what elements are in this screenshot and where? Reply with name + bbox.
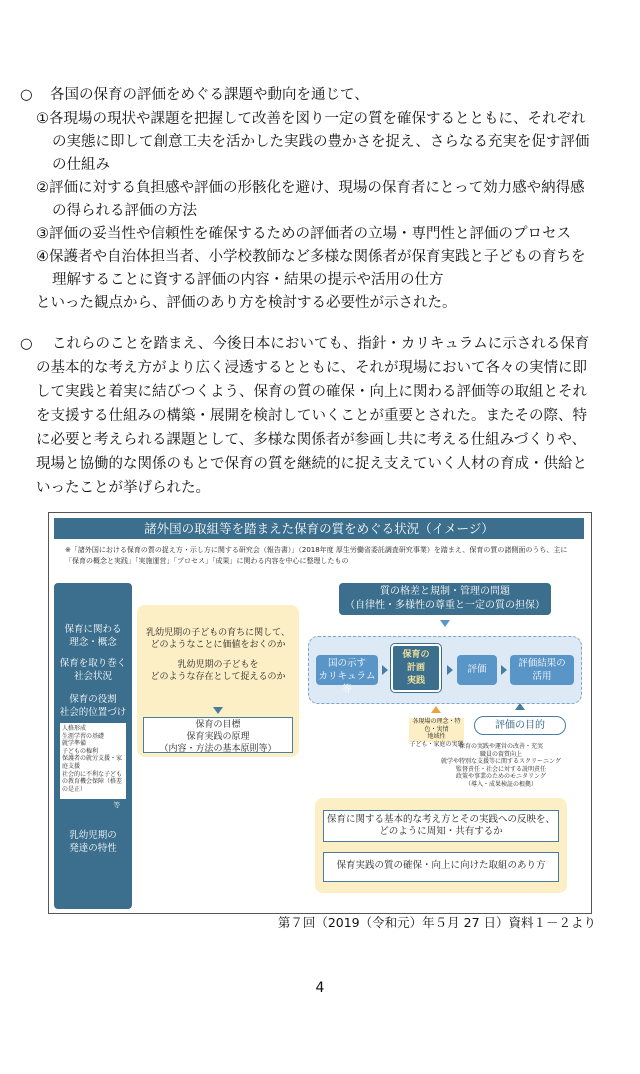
issue-box: 質の格差と規制・管理の問題 （自律性・多様性の尊重と一定の質の担保） bbox=[339, 583, 551, 615]
question-child: 乳幼児期の子どもを どのような存在として捉えるのか bbox=[150, 660, 286, 682]
p2-line-3: を支援する仕組みの構築・展開を検討していくことが重要とされた。またその際、特 bbox=[36, 408, 587, 424]
p1-line-1: ①各現場の現状や課題を把握して改善を図り一定の質を確保するとともに、それぞれ bbox=[36, 111, 586, 127]
bottom-panel bbox=[315, 798, 567, 893]
figure-note: ※「諸外国における保育の質の捉え方・示し方に関する研究会（報告書）」（2018年度 厚生労働省委託調査研究事業）を踏まえ、保育の質の諸側面のうち、主に「保育の概念と実践」「実施運営」「プロセス」「成果」に関わる内容を中心に整理したもの bbox=[65, 546, 568, 565]
p2-line-5: 現場と協働的な関係のもとで保育の質を継続的に捉え支えていく人材の育成・供給と bbox=[36, 456, 587, 472]
p1-line-2: の実態に即して創意工夫を活かした実践の豊かさを捉え、さらなる充実を促す評価 bbox=[52, 134, 590, 150]
down-arrow-icon bbox=[213, 707, 223, 714]
lc-social: 保育を取り巻く 社会状況 bbox=[59, 658, 127, 682]
lc-role-list: 人格形成 生涯学習の基礎 就学準備 子どもの権利 保護者の就労支援・家庭支援 社会的に不利な子どもの教育機会保障（格差の是正） bbox=[60, 723, 126, 799]
down-arrow-icon bbox=[440, 620, 450, 627]
lc-development: 乳幼児期の 発達の特性 bbox=[69, 830, 117, 854]
values-panel bbox=[137, 605, 299, 757]
flow-curriculum: 国の示す カリキュラム等 bbox=[316, 655, 378, 685]
question-values: 乳幼児期の子どもの育ちに関して、 どのようなことに価値をおくのか bbox=[146, 628, 290, 650]
p2-line-1: の基本的な考え方がより広く浸透するとともに、それが現場において各々の実情に即 bbox=[36, 360, 587, 376]
page-number: 4 bbox=[315, 980, 325, 996]
p1-line-6: ③評価の妥当性や信頼性を確保するための評価者の立場・専門性と評価のプロセス bbox=[36, 226, 571, 242]
up-arrow-icon bbox=[431, 706, 441, 713]
bullet-1: ○ bbox=[20, 87, 33, 103]
flow-use-results: 評価結果の 活用 bbox=[510, 655, 574, 685]
p2-line-0: これらのことを踏まえ、今後日本においても、指針・カリキュラムに示される保育 bbox=[52, 336, 590, 352]
p1-line-7: ④保護者や自治体担当者、小学校教師など多様な関係者が保育実践と子どもの育ちを bbox=[36, 249, 586, 265]
lc-etc: 等 bbox=[113, 801, 120, 809]
quality-situation-figure bbox=[48, 512, 592, 914]
p1-line-3: の仕組み bbox=[52, 157, 110, 173]
values-questions bbox=[143, 623, 293, 685]
p1-line-4: ②評価に対する負担感や評価の形骸化を避け、現場の保育者にとって効力感や納得感 bbox=[36, 180, 585, 196]
share-question-box: 保育に関する基本的な考え方とその実践への反映を、 どのように周知・共有するか bbox=[323, 810, 559, 842]
left-column bbox=[54, 583, 132, 909]
quality-approach-box: 保育実践の質の確保・向上に向けた取組のあり方 bbox=[323, 852, 559, 882]
flow-practice: 保育の 計画 実践 bbox=[391, 644, 441, 692]
p1-line-9: といった観点から、評価のあり方を検討する必要性が示された。 bbox=[36, 295, 457, 311]
lc-concept: 保育に関わる 理念・概念 bbox=[64, 624, 122, 648]
right-arrow-icon bbox=[382, 665, 388, 675]
figure-title: 諸外国の取組等を踏まえた保育の質をめぐる状況（イメージ） bbox=[54, 518, 584, 539]
right-arrow-icon bbox=[447, 665, 453, 675]
evaluation-purpose-title: 評価の目的 bbox=[474, 716, 566, 735]
p2-line-2: して実践と着実に結びつくよう、保育の質の確保・向上に関わる評価等の取組とそれ bbox=[36, 384, 587, 400]
bullet-2: ○ bbox=[20, 336, 33, 352]
p1-line-8: 理解することに資する評価の内容・結果の提示や活用の仕方 bbox=[52, 272, 444, 288]
p2-line-6: いったことが挙げられた。 bbox=[36, 480, 210, 496]
p1-line-5: の得られる評価の方法 bbox=[52, 203, 197, 219]
lc-role: 保育の役割 社会的位置づけ bbox=[59, 694, 127, 718]
figure-caption: 第７回（2019（令和元）年５月 27 日）資料１－２より bbox=[277, 915, 596, 930]
up-arrow-icon bbox=[515, 703, 525, 710]
local-context: 各現場の理念・特色・実情 地域性 子ども・家庭の実態 bbox=[409, 718, 464, 748]
right-arrow-icon bbox=[501, 665, 507, 675]
flow-evaluation: 評価 bbox=[457, 655, 497, 685]
evaluation-purpose-list: 保育の実践や運営の改善・充実 職員の資質向上 就学や特別な支援等に関するスクリーニング 監督責任・社会に対する説明責任 政策や事業のためのモニタリング （導入・成果検証の根拠） bbox=[441, 743, 561, 788]
goals-box: 保育の目標 保育実践の原理 （内容・方法の基本原則等） bbox=[143, 717, 293, 753]
p2-line-4: に必要と考えられる課題として、多様な関係者が参画し共に考える仕組みづくりや、 bbox=[36, 432, 587, 448]
p1-line-0: 各国の保育の評価をめぐる課題や動向を通じて、 bbox=[50, 87, 369, 103]
